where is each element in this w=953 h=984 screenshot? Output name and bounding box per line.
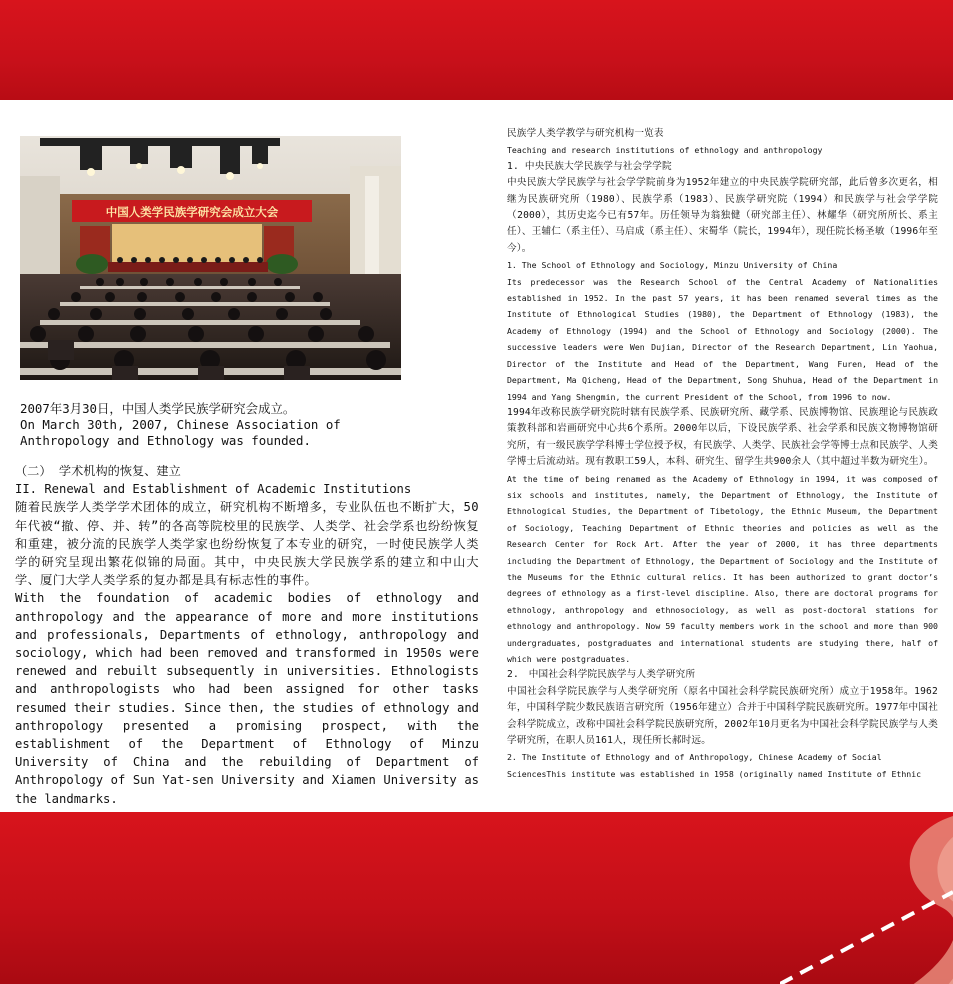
bottom-red-band: [0, 812, 953, 984]
item2-title-cn: 2. 中国社会科学院民族学与人类学研究所: [507, 669, 696, 681]
institutions-list: [507, 126, 938, 782]
conference-photo: [20, 136, 401, 380]
item2-body-en: SciencesThis institute was established in 1958 (originally named Institute of Ethnic: [507, 768, 922, 779]
section-body-cn: 随着民族学人类学学术团体的成立，研究机构不断增多，专业队伍也不断扩大，50年代被“撤、停、并、转”的各高等院校里的民族学、人类学、社会学系也纷纷恢复和重建，被分流的民族学人类学家也纷纷恢复了本专业的研究，一时使民族学人类学的研究呈现出繁花似锦的局面。其中，中央民族大学民族学系的建立和中山大学、厦门大学人类学系的复办都是具有标志性的事件。: [15, 500, 479, 588]
item1-body2-cn: 1994年改称民族学研究院时辖有民族学系、民族研究所、藏学系、民族博物馆、民族理论与民族政策教科部和岩画研究中心共6个系所。2000年以后，下设民族学系、社会学系和民族文物博物馆研究所，有一级民族学学科博士学位授予权，有民族学、人类学、民族社会学等博士点和民族学、人类学博士后流动站。现有教职工59人，本科、研究生、留学生共900余人（其中超过半数为研究生）。: [507, 406, 938, 468]
item1-title-cn: 1. 中央民族大学民族学与社会学学院: [507, 160, 672, 172]
item2-title-en: 2. The Institute of Ethnology and of Anthropology, Chinese Academy of Social: [507, 752, 882, 763]
banner-text: 中国人类学民族学研究会成立大会: [105, 205, 279, 219]
caption-cn: 2007年3月30日，中国人类学民族学研究会成立。: [20, 401, 296, 416]
item1-body-en: Its predecessor was the Research School of the Central Academy of Nationalities established in 1952. In the past 57 years, it has been renamed several times as the Institute of Ethnological Studies (1980), the Department of Ethnology (1983), the Academy of Ethnology (1994) and the School of Ethnology and Sociology (2000). The successive leaders were Wen Dujian, Director of the Research Department, Lin Yaohua, Director of the Institute and Head of the Department, Wang Furen, Head of the Department, Ma Qicheng, Head of the Department, Song Shuhua, Head of the Department in 1994 and Yang Shengmin, the current President of the School, from 1996 to now.: [507, 276, 938, 402]
caption-en: On March 30th, 2007, Chinese Association of Anthropology and Ethnology was founded.: [20, 417, 341, 448]
dashed-stitch-line: [780, 872, 953, 984]
item1-body2-en: At the time of being renamed as the Academy of Ethnology in 1994, it was composed of six schools and institutes, namely, the Department of Ethnology, the Institute of Ethnological Studies, the Department of Tibetology, the Ethnic Museum, the Department of Sociology, Teaching Department of Ethnic theories and policies as well as the Research Center for Rock Art. After the year of 2000, it has three departments including the Department of Ethnology, the Department of Sociology and the Institute of the Museums for the Ethnic cultural relics. It has been authorized to grant doctor’s degrees of ethnology as a first-level discipline. Also, there are doctoral programs for ethnology, anthropology and ethnosociology, as well as post-doctoral stations for ethnology and anthropology. Now 59 faculty members work in the school and more than 900 undergraduates, postgraduates and international students are studying there, half of which were postgraduates.: [507, 473, 938, 664]
photo-caption: [20, 401, 420, 449]
section-heading-en: II. Renewal and Establishment of Academic Institutions: [15, 482, 412, 497]
item2-body-cn: 中国社会科学院民族学与人类学研究所（原名中国社会科学院民族研究所）成立于1958年。1962年，中国科学院少数民族语言研究所（1956年建立）合并于中国科学院民族研究所。1977年中国社会科学院成立，改称中国社会科学院民族研究所，2002年10月更名为中国社会科学院民族学与人类学研究所，在职人员161人，现任所长郝时远。: [507, 685, 938, 747]
section-body-en: With the foundation of academic bodies of ethnology and anthropology and the appearance of more and more institutions and professionals, Departments of ethnology, anthropology and sociology, which had been removed and transformed in 1950s were renewed and rebuilt subsequently in universities. Ethnologists and anthropologists who had been assigned for other tasks resumed their studies. Since then, the studies of ethnology and anthropology presented a promising prospect, with the establishment of the Department of Ethnology of Minzu University of China and the rebuilding of Department of Anthropology of Sun Yat-sen University and Xiamen University as the landmarks.: [15, 591, 479, 806]
section-renewal: [15, 462, 479, 808]
item1-title-en: 1. The School of Ethnology and Sociology, Minzu University of China: [507, 260, 838, 271]
top-red-band: [0, 0, 953, 100]
item1-body-cn: 中央民族大学民族学与社会学学院前身为1952年建立的中央民族学院研究部，此后曾多次更名，相继为民族研究所（1980）、民族学系（1983）、民族学研究院（1994）和民族学与社会学学院（2000），其历史迄今已有57年。历任领导为翁独健（研究部主任）、林耀华（研究所所长、系主任）、王辅仁（系主任）、马启成（系主任）、宋蜀华（院长，1994年），现任院长杨圣敏（1996年至今）。: [507, 177, 938, 254]
section-heading-cn: （二） 学术机构的恢复、建立: [15, 464, 181, 478]
list-title-cn: 民族学人类学教学与研究机构一览表: [507, 128, 664, 139]
list-title-en: Teaching and research institutions of ethnology and anthropology: [507, 145, 823, 156]
